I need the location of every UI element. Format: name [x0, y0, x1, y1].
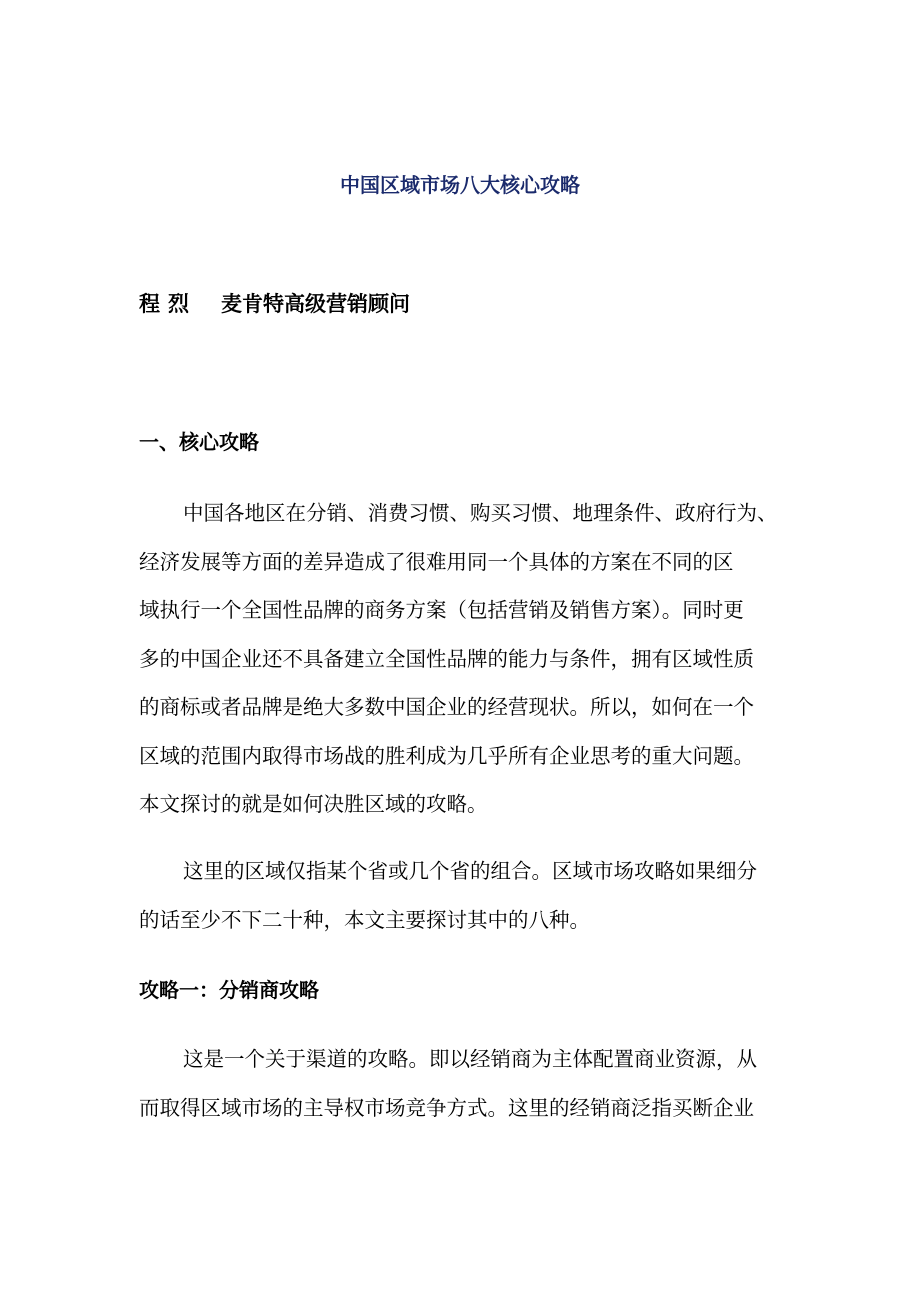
section1-paragraph-2 — [139, 847, 781, 944]
section1-paragraph-1 — [139, 489, 781, 829]
strategy-one-paragraph — [139, 1035, 781, 1132]
paragraph-line: 的商标或者品牌是绝大多数中国企业的经营现状。所以，如何在一个 — [139, 695, 754, 719]
paragraph-line: 多的中国企业还不具备建立全国性品牌的能力与条件，拥有区域性质 — [139, 646, 754, 671]
author-name-first: 程 — [139, 291, 160, 316]
section-heading-core-strategy: 一、核心攻略 — [139, 430, 259, 454]
paragraph-line: 经济发展等方面的差异造成了很难用同一个具体的方案在不同的区 — [139, 549, 734, 574]
author-name-second: 烈 — [168, 291, 189, 316]
paragraph-line: 的话至少不下二十种，本文主要探讨其中的八种。 — [139, 907, 590, 932]
paragraph-line: 这是一个关于渠道的攻略。即以经销商为主体配置商业资源，从 — [183, 1047, 757, 1071]
paragraph-line: 而取得区域市场的主导权市场竞争方式。这里的经销商泛指买断企业 — [139, 1095, 754, 1120]
paragraph-line: 这里的区域仅指某个省或几个省的组合。区域市场攻略如果细分 — [183, 859, 757, 883]
paragraph-line: 本文探讨的就是如何决胜区域的攻略。 — [139, 792, 488, 816]
strategy-one-heading: 攻略一：分销商攻略 — [139, 978, 319, 1002]
paragraph-line: 域执行一个全国性品牌的商务方案（包括营销及销售方案）。同时更 — [139, 598, 744, 622]
paragraph-line: 区域的范围内取得市场战的胜利成为几乎所有企业思考的重大问题。 — [139, 743, 754, 768]
paragraph-line: 中国各地区在分销、消费习惯、购买习惯、地理条件、政府行为、 — [183, 501, 778, 525]
author-line — [139, 288, 410, 320]
document-title: 中国区域市场八大核心攻略 — [340, 173, 580, 197]
author-position: 麦肯特高级营销顾问 — [221, 291, 410, 316]
